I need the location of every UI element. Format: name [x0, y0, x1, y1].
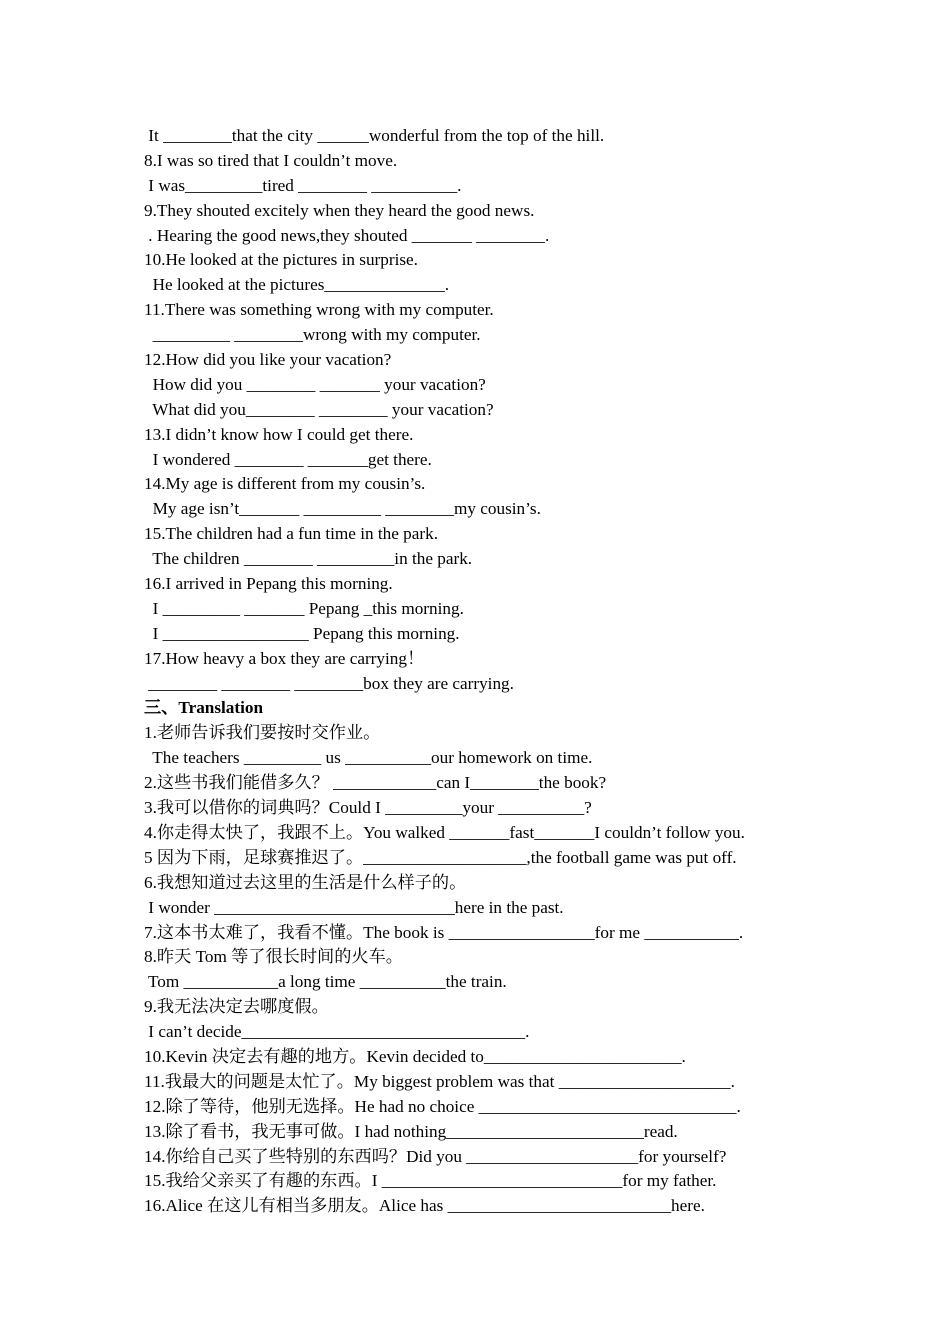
translation-1: 1.老师告诉我们要按时交作业。	[144, 723, 381, 743]
translation-6: 6.我想知道过去这里的生活是什么样子的。	[144, 872, 467, 892]
translation-5: 5 因为下雨，足球赛推迟了。___________________,the football game was put off.	[144, 847, 737, 867]
section-heading-translation: 三、Translation	[144, 698, 264, 718]
translation-1-answer: The teachers _________ us __________our homework on time.	[144, 748, 593, 768]
translation-13: 13.除了看书，我无事可做。I had nothing_______________________read.	[144, 1121, 678, 1141]
sentence-13: 13.I didn’t know how I could get there.	[144, 424, 414, 444]
sentence-16: 16.I arrived in Pepang this morning.	[144, 574, 393, 594]
sentence-17: 17.How heavy a box they are carrying！	[144, 648, 425, 668]
translation-9: 9.我无法决定去哪度假。	[144, 997, 329, 1017]
translation-8: 8.昨天 Tom 等了很长时间的火车。	[144, 947, 403, 967]
sentence-17-rewrite: ________ ________ ________box they are carrying.	[144, 673, 514, 693]
sentence-14: 14.My age is different from my cousin’s.	[144, 474, 426, 494]
translation-7: 7.这本书太难了，我看不懂。The book is _________________for me ___________.	[144, 922, 744, 942]
sentence-10-rewrite: He looked at the pictures______________.	[144, 275, 450, 295]
sentence-8: 8.I was so tired that I couldn’t move.	[144, 150, 398, 170]
worksheet-content	[144, 124, 824, 1219]
translation-6-answer: I wonder ____________________________here in the past.	[144, 897, 564, 917]
sentence-12: 12.How did you like your vacation?	[144, 350, 392, 370]
translation-4: 4.你走得太快了，我跟不上。You walked _______fast_______I couldn’t follow you.	[144, 822, 745, 842]
translation-3: 3.我可以借你的词典吗？Could I _________your __________?	[144, 798, 592, 818]
sentence-11: 11.There was something wrong with my computer.	[144, 300, 494, 320]
sentence-16-rewrite-b: I _________________ Pepang this morning.	[144, 623, 460, 643]
sentence-9-rewrite: . Hearing the good news,they shouted _______ ________.	[144, 225, 550, 245]
sentence-12-rewrite-a: How did you ________ _______ your vacation?	[144, 374, 486, 394]
sentence-12-rewrite-b: What did you________ ________ your vacation?	[144, 399, 494, 419]
translation-14: 14.你给自己买了些特别的东西吗？Did you ____________________for yourself?	[144, 1146, 727, 1166]
translation-11: 11.我最大的问题是太忙了。My biggest problem was that ____________________.	[144, 1071, 735, 1091]
translation-10: 10.Kevin 决定去有趣的地方。Kevin decided to_______________________.	[144, 1046, 686, 1066]
sentence-9: 9.They shouted excitely when they heard the good news.	[144, 200, 535, 220]
sentence-10: 10.He looked at the pictures in surprise.	[144, 250, 418, 270]
translation-9-answer: I can’t decide_________________________________.	[144, 1022, 530, 1042]
sentence-15-rewrite: The children ________ _________in the park.	[144, 549, 473, 569]
sentence-8-rewrite: I was_________tired ________ __________.	[144, 175, 462, 195]
sentence-13-rewrite: I wondered ________ _______get there.	[144, 449, 432, 469]
translation-15: 15.我给父亲买了有趣的东西。I ____________________________for my father.	[144, 1171, 717, 1191]
sentence-11-rewrite: _________ ________wrong with my computer.	[144, 325, 481, 345]
sentence-15: 15.The children had a fun time in the park.	[144, 524, 439, 544]
translation-8-answer: Tom ___________a long time __________the train.	[144, 972, 507, 992]
translation-12: 12.除了等待，他别无选择。He had no choice ______________________________.	[144, 1096, 741, 1116]
sentence-16-rewrite-a: I _________ _______ Pepang _this morning.	[144, 598, 464, 618]
sentence-14-rewrite: My age isn’t_______ _________ ________my cousin’s.	[144, 499, 541, 519]
translation-16: 16.Alice 在这儿有相当多朋友。Alice has __________________________here.	[144, 1196, 705, 1216]
translation-2: 2.这些书我们能借多久？ ____________can I________the book?	[144, 773, 607, 793]
sentence-7-rewrite: It ________that the city ______wonderful from the top of the hill.	[144, 126, 605, 145]
